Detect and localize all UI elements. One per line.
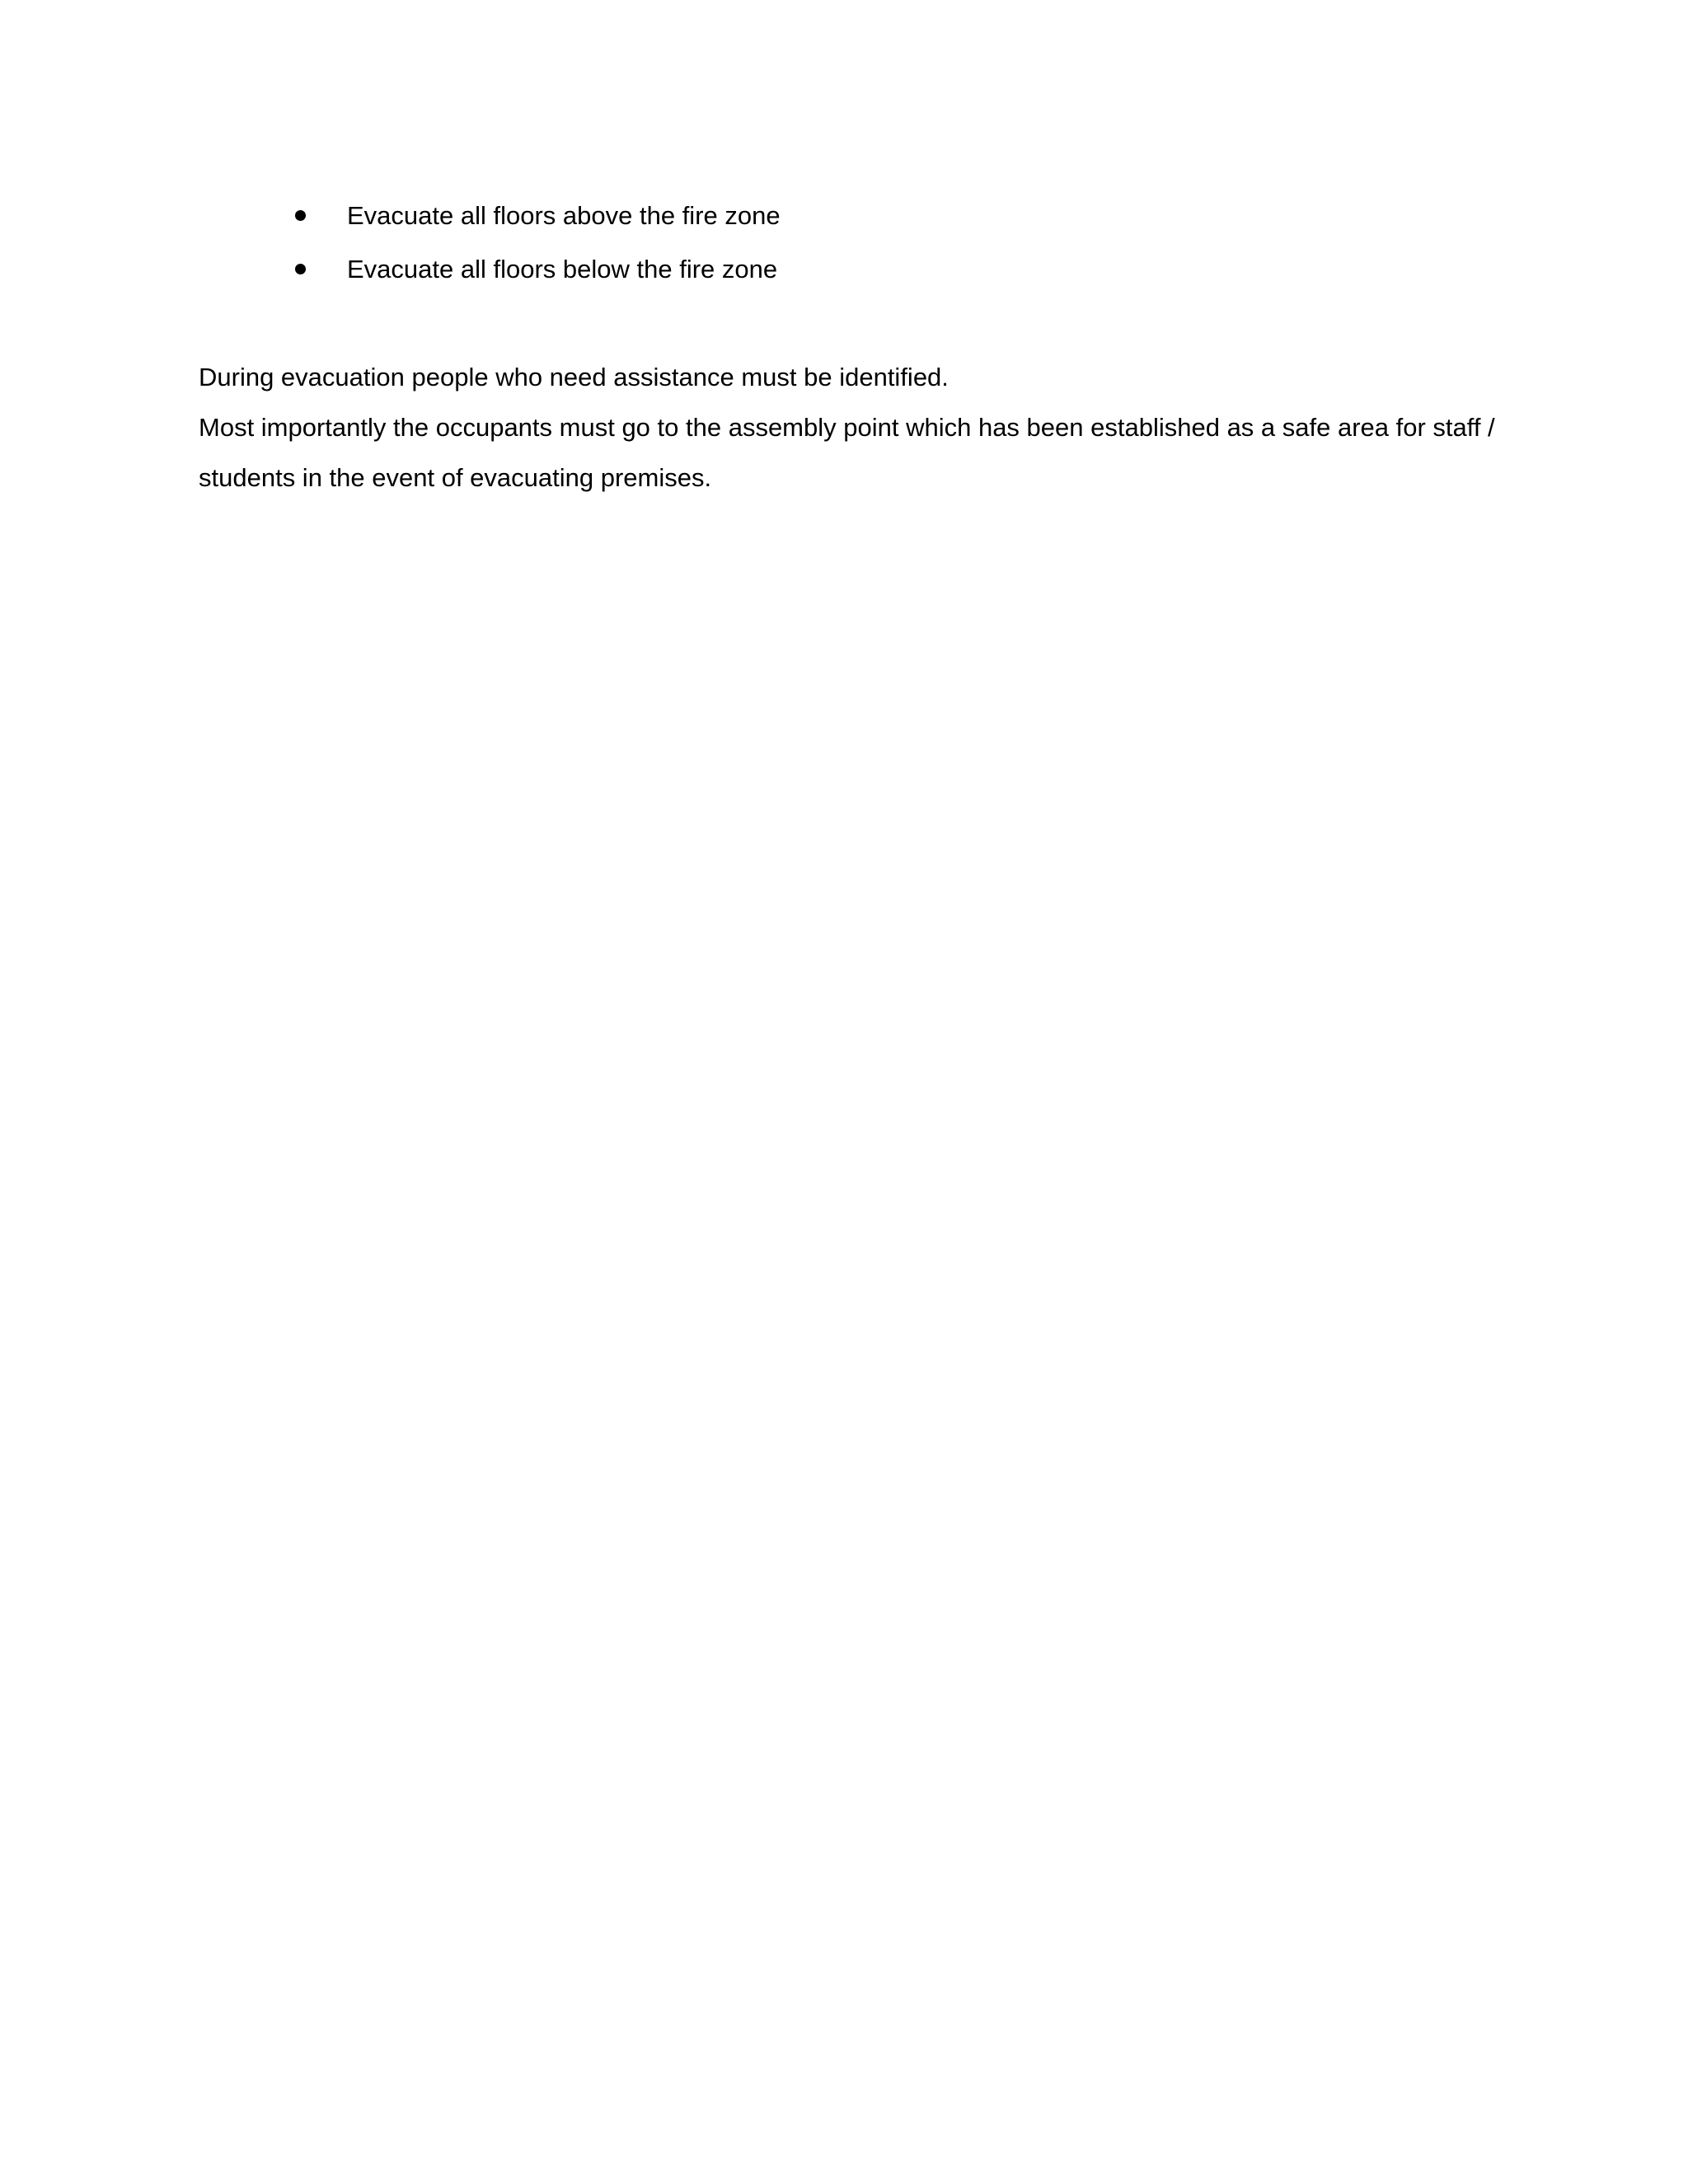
bullet-text: Evacuate all floors below the fire zone	[347, 255, 778, 284]
body-text	[199, 352, 1517, 503]
bullet-text: Evacuate all floors above the fire zone	[347, 201, 781, 230]
bullet-icon	[295, 264, 306, 274]
paragraph-assembly-point: Most importantly the occupants must go to the assembly point which has been established as a safe area for staff / students in the event of evacuating premises.	[199, 413, 1495, 492]
bullet-icon	[295, 210, 306, 221]
paragraph-assistance: During evacuation people who need assistance must be identified.	[199, 363, 949, 391]
